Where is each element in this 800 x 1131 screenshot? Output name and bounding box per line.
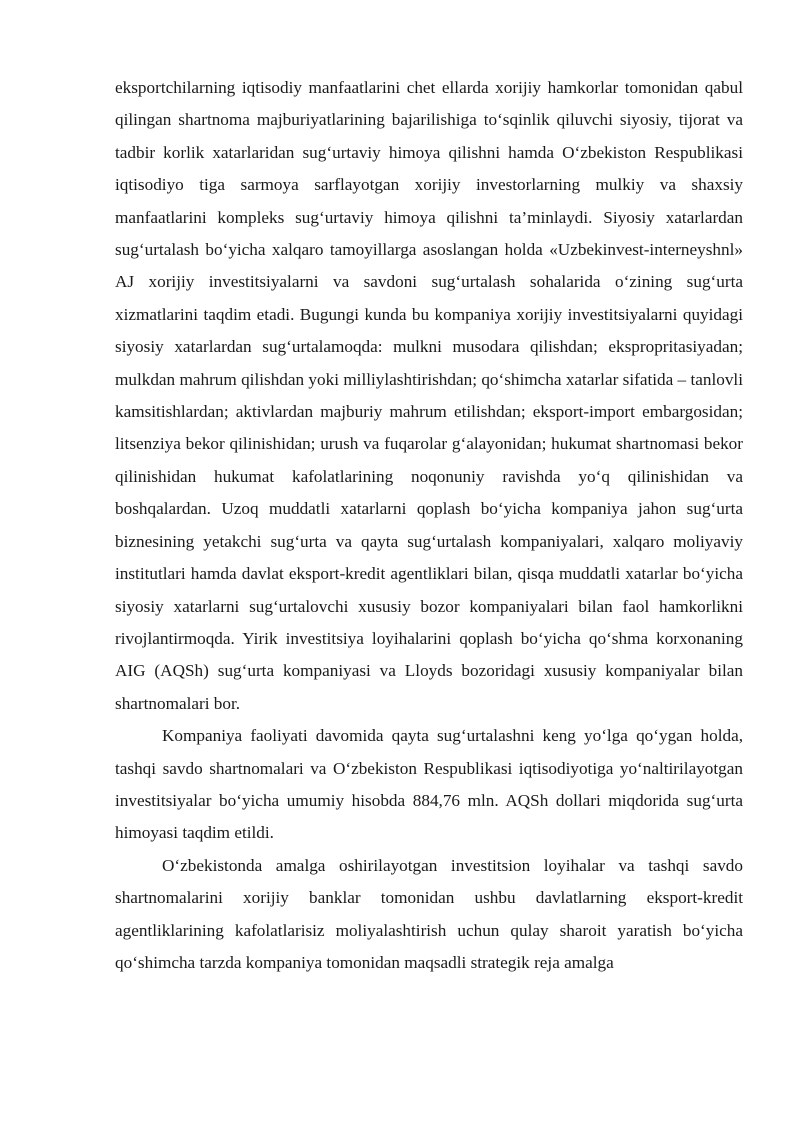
- document-page: [115, 72, 743, 979]
- paragraph-coverage-amount: Kompaniya faoliyati davomida qayta sug‘urtalashni keng yo‘lga qo‘ygan holda, tashqi savdo shartnomalari va O‘zbekiston Respublikasi iqtisodiyotiga yo‘naltirilayotgan investitsiyalar bo‘yicha umumiy hisobda 884,76 mln. AQSh dollari miqdorida sug‘urta himoyasi taqdim etildi.: [115, 726, 743, 843]
- paragraph-continuation: eksportchilarning iqtisodiy manfaatlarini chet ellarda xorijiy hamkorlar tomonidan qabul qilingan shartnoma majburiyatlarining bajarilishiga to‘sqinlik qiluvchi siyosiy, tijorat va tadbir korlik xatarlaridan sug‘urtaviy himoya qilishni hamda O‘zbekiston Respublikasi iqtisodiyo tiga sarmoya sarflayotgan xorijiy investorlarning mulkiy va shaxsiy manfaatlarini kompleks sug‘urtaviy himoya qilishni ta’minlaydi. Siyosiy xatarlardan sug‘urtalash bo‘yicha xalqaro tamoyillarga asoslangan holda «Uzbekinvest-interneyshnl» AJ xorijiy investitsiyalarni va savdoni sug‘urtalash sohalarida o‘zining sug‘urta xizmatlarini taqdim etadi. Bugungi kunda bu kompaniya xorijiy investitsiyalarni quyidagi siyosiy xatarlardan sug‘urtalamoqda: mulkni musodara qilishdan; ekspropritasiyadan; mulkdan mahrum qilishdan yoki milliylashtirishdan; qo‘shimcha xatarlar sifatida – tanlovli kamsitishlardan; aktivlardan majburiy mahrum etilishdan; eksport-import embargosidan; litsenziya bekor qilinishidan; urush va fuqarolar g‘alayonidan; hukumat shartnomasi bekor qilinishidan hukumat kafolatlarining noqonuniy ravishda yo‘q qilinishidan va boshqalardan. Uzoq muddatli xatarlarni qoplash bo‘yicha kompaniya jahon sug‘urta biznesining yetakchi sug‘urta va qayta sug‘urtalash kompaniyalari, xalqaro moliyaviy institutlari hamda davlat eksport-kredit agentliklari bilan, qisqa muddatli xatarlar bo‘yicha siyosiy xatarlarni sug‘urtalovchi xususiy bozor kompaniyalari bilan faol hamkorlikni rivojlantirmoqda. Yirik investitsiya loyihalarini qoplash bo‘yicha qo‘shma korxonaning AIG (AQSh) sug‘urta kompaniyasi va Lloyds bozoridagi xususiy kompaniyalar bilan shartnomalari bor.: [115, 78, 743, 713]
- paragraph-strategic-plan: O‘zbekistonda amalga oshirilayotgan investitsion loyihalar va tashqi savdo shartnomalarini xorijiy banklar tomonidan ushbu davlatlarning eksport-kredit agentliklarining kafolatlarisiz moliyalashtirish uchun qulay sharoit yaratish bo‘yicha qo‘shimcha tarzda kompaniya tomonidan maqsadli strategik reja amalga: [115, 855, 743, 972]
